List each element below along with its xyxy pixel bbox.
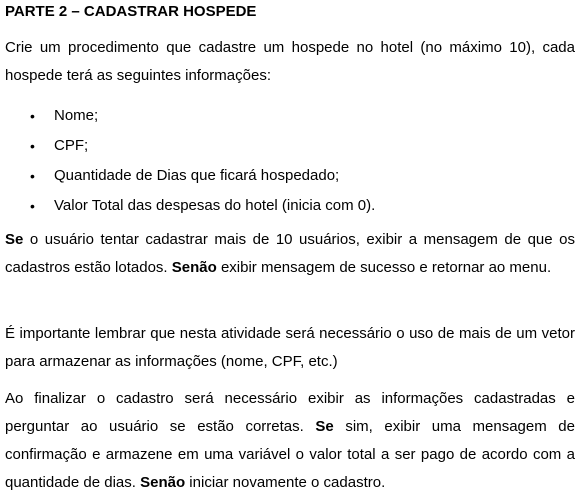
intro-paragraph: Crie um procedimento que cadastre um hospede no hotel (no máximo 10), cada hospede terá as seguintes informações: [5, 39, 575, 84]
rule-if-text: o usuário tentar cadastrar mais de 10 usuários, exibir a mensagem de que os cadastros estão lotados. [5, 231, 575, 276]
note-paragraph: É importante lembrar que nesta atividade será necessário o uso de mais de um vetor para armazenar as informações (nome, CPF, etc.) [5, 325, 575, 370]
bullet-icon: • [30, 198, 35, 214]
list-item [5, 101, 375, 131]
list-item-text: Nome; [54, 107, 99, 124]
list-item [5, 131, 375, 161]
list-item [5, 191, 375, 221]
list-item-text: Valor Total das despesas do hotel (inicia com 0). [54, 197, 376, 214]
list-item-text: Quantidade de Dias que ficará hospedado; [54, 167, 340, 184]
bullet-icon: • [30, 138, 35, 154]
finish-text-1: Ao finalizar o cadastro será necessário exibir as informações cadastradas e perguntar ao usuário se estão corretas. [5, 390, 575, 435]
rule-else-text: exibir mensagem de sucesso e retornar ao menu. [216, 259, 552, 276]
list-item [5, 161, 375, 191]
bullet-icon: • [30, 108, 35, 124]
section-heading: PARTE 2 – CADASTRAR HOSPEDE [5, 3, 257, 20]
guest-fields-list [5, 101, 375, 221]
rule-paragraph [5, 226, 575, 282]
if-keyword: Se [5, 231, 24, 248]
list-item-text: CPF; [54, 137, 89, 154]
finish-text-3: iniciar novamente o cadastro. [185, 474, 386, 491]
finish-paragraph [5, 385, 575, 497]
else-keyword: Senão [171, 259, 217, 276]
bullet-icon: • [30, 168, 35, 184]
finish-text-2: sim, exibir uma mensagem de confirmação e armazene em uma variável o valor total a ser pago de acordo com a quantidade de dias. [5, 418, 575, 491]
else-keyword: Senão [140, 474, 186, 491]
if-keyword: Se [315, 418, 334, 435]
